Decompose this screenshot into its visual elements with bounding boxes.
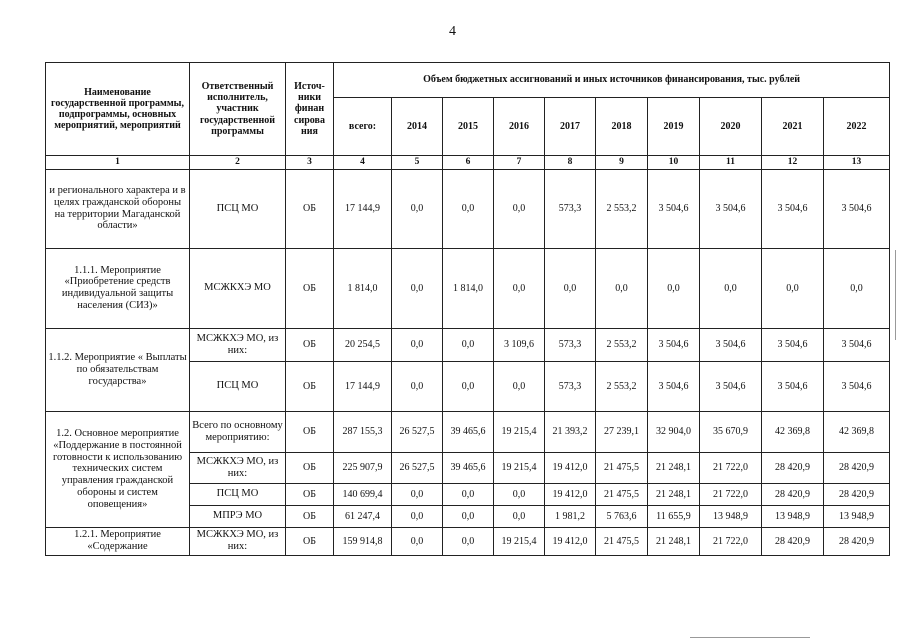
value-cell: 3 504,6 [648,328,700,361]
value-cell: 21 722,0 [700,483,762,505]
value-cell: 0,0 [494,248,545,328]
value-cell: 21 248,1 [648,452,700,483]
value-cell: 0,0 [443,361,494,411]
column-number: 5 [392,156,443,170]
activity-name: 1.1.2. Мероприятие « Выплаты по обязательствам государства» [46,328,190,411]
funding-source: ОБ [286,527,334,555]
value-cell: 21 475,5 [596,483,648,505]
value-cell: 159 914,8 [334,527,392,555]
value-cell: 28 420,9 [762,452,824,483]
column-number: 8 [545,156,596,170]
funding-source: ОБ [286,452,334,483]
value-cell: 0,0 [648,248,700,328]
value-cell: 0,0 [443,328,494,361]
executor: МСЖКХЭ МО, из них: [190,452,286,483]
value-cell: 21 393,2 [545,411,596,452]
value-cell: 0,0 [443,483,494,505]
value-cell: 21 475,5 [596,527,648,555]
value-cell: 573,3 [545,328,596,361]
page-number: 4 [449,24,456,39]
value-cell: 3 504,6 [824,361,890,411]
executor: ПСЦ МО [190,483,286,505]
column-number: 10 [648,156,700,170]
value-cell: 11 655,9 [648,505,700,527]
executor: МСЖКХЭ МО, из них: [190,328,286,361]
value-cell: 0,0 [494,483,545,505]
value-cell: 13 948,9 [762,505,824,527]
header-year: 2014 [392,98,443,156]
value-cell: 0,0 [392,527,443,555]
header-year: 2022 [824,98,890,156]
column-number: 13 [824,156,890,170]
value-cell: 3 504,6 [648,361,700,411]
value-cell: 0,0 [392,483,443,505]
value-cell: 140 699,4 [334,483,392,505]
funding-source: ОБ [286,248,334,328]
funding-source: ОБ [286,411,334,452]
value-cell: 61 247,4 [334,505,392,527]
column-number: 9 [596,156,648,170]
value-cell: 21 248,1 [648,527,700,555]
value-cell: 3 504,6 [824,328,890,361]
header-name: Наименование государственной программы, подпрограммы, основных мероприятий, мероприятий [46,63,190,156]
value-cell: 19 215,4 [494,411,545,452]
funding-source: ОБ [286,483,334,505]
value-cell: 2 553,2 [596,169,648,248]
header-year: 2019 [648,98,700,156]
value-cell: 19 412,0 [545,452,596,483]
value-cell: 0,0 [443,505,494,527]
value-cell: 0,0 [494,361,545,411]
value-cell: 3 504,6 [824,169,890,248]
value-cell: 2 553,2 [596,328,648,361]
value-cell: 19 412,0 [545,483,596,505]
value-cell: 1 814,0 [334,248,392,328]
executor: МСЖКХЭ МО, из них: [190,527,286,555]
value-cell: 0,0 [762,248,824,328]
header-year: 2021 [762,98,824,156]
value-cell: 0,0 [824,248,890,328]
value-cell: 225 907,9 [334,452,392,483]
value-cell: 3 504,6 [762,169,824,248]
value-cell: 19 215,4 [494,452,545,483]
value-cell: 39 465,6 [443,411,494,452]
activity-name: и регионального характера и в целях гражданской обороны на территории Магаданской области» [46,169,190,248]
activity-name: 1.1.1. Мероприятие «Приобретение средств индивидуальной защиты населения (СИЗ)» [46,248,190,328]
value-cell: 21 722,0 [700,452,762,483]
value-cell: 19 412,0 [545,527,596,555]
header-executor: Ответственный исполнитель, участник государственной программы [190,63,286,156]
table-row [46,248,890,328]
value-cell: 26 527,5 [392,452,443,483]
value-cell: 3 109,6 [494,328,545,361]
activity-name: 1.2.1. Мероприятие «Содержание [46,527,190,555]
value-cell: 0,0 [494,169,545,248]
value-cell: 0,0 [392,505,443,527]
value-cell: 3 504,6 [648,169,700,248]
value-cell: 28 420,9 [824,527,890,555]
executor: МСЖКХЭ МО [190,248,286,328]
value-cell: 28 420,9 [824,452,890,483]
column-number: 7 [494,156,545,170]
column-number: 3 [286,156,334,170]
executor: Всего по основному мероприятию: [190,411,286,452]
executor: ПСЦ МО [190,169,286,248]
value-cell: 21 722,0 [700,527,762,555]
scan-artifact [690,637,810,638]
header-volume: Объем бюджетных ассигнований и иных источников финансирования, тыс. рублей [334,63,890,98]
header-year: 2020 [700,98,762,156]
value-cell: 3 504,6 [762,328,824,361]
column-number: 12 [762,156,824,170]
value-cell: 2 553,2 [596,361,648,411]
budget-table [45,62,890,556]
value-cell: 28 420,9 [762,527,824,555]
column-number: 11 [700,156,762,170]
value-cell: 28 420,9 [762,483,824,505]
column-number-row [46,156,890,170]
funding-source: ОБ [286,169,334,248]
value-cell: 0,0 [700,248,762,328]
value-cell: 0,0 [494,505,545,527]
value-cell: 17 144,9 [334,169,392,248]
value-cell: 0,0 [392,169,443,248]
value-cell: 32 904,0 [648,411,700,452]
header-year: 2016 [494,98,545,156]
value-cell: 0,0 [392,361,443,411]
value-cell: 0,0 [443,527,494,555]
value-cell: 27 239,1 [596,411,648,452]
value-cell: 17 144,9 [334,361,392,411]
column-number: 4 [334,156,392,170]
value-cell: 13 948,9 [700,505,762,527]
table-row [46,328,890,361]
value-cell: 3 504,6 [700,361,762,411]
value-cell: 42 369,8 [762,411,824,452]
column-number: 2 [190,156,286,170]
table-row [46,169,890,248]
value-cell: 573,3 [545,361,596,411]
table-row [46,527,890,555]
table-row [46,411,890,452]
value-cell: 5 763,6 [596,505,648,527]
activity-name: 1.2. Основное мероприятие «Поддержание в постоянной готовности к использованию технических систем управления гражданской обороны и систем оповещения» [46,411,190,527]
funding-source: ОБ [286,328,334,361]
header-year: 2015 [443,98,494,156]
value-cell: 3 504,6 [700,169,762,248]
executor: МПРЭ МО [190,505,286,527]
value-cell: 13 948,9 [824,505,890,527]
value-cell: 1 814,0 [443,248,494,328]
value-cell: 287 155,3 [334,411,392,452]
column-number: 6 [443,156,494,170]
value-cell: 0,0 [392,328,443,361]
value-cell: 42 369,8 [824,411,890,452]
header-year: всего: [334,98,392,156]
value-cell: 26 527,5 [392,411,443,452]
value-cell: 21 248,1 [648,483,700,505]
value-cell: 0,0 [545,248,596,328]
value-cell: 3 504,6 [700,328,762,361]
value-cell: 573,3 [545,169,596,248]
header-year: 2017 [545,98,596,156]
value-cell: 1 981,2 [545,505,596,527]
header-year: 2018 [596,98,648,156]
executor: ПСЦ МО [190,361,286,411]
value-cell: 19 215,4 [494,527,545,555]
value-cell: 35 670,9 [700,411,762,452]
value-cell: 0,0 [596,248,648,328]
value-cell: 0,0 [392,248,443,328]
value-cell: 20 254,5 [334,328,392,361]
value-cell: 3 504,6 [762,361,824,411]
value-cell: 0,0 [443,169,494,248]
header-source: Источ-ники финан сирова ния [286,63,334,156]
value-cell: 39 465,6 [443,452,494,483]
value-cell: 28 420,9 [824,483,890,505]
funding-source: ОБ [286,361,334,411]
funding-source: ОБ [286,505,334,527]
scan-artifact [895,250,896,340]
value-cell: 21 475,5 [596,452,648,483]
column-number: 1 [46,156,190,170]
